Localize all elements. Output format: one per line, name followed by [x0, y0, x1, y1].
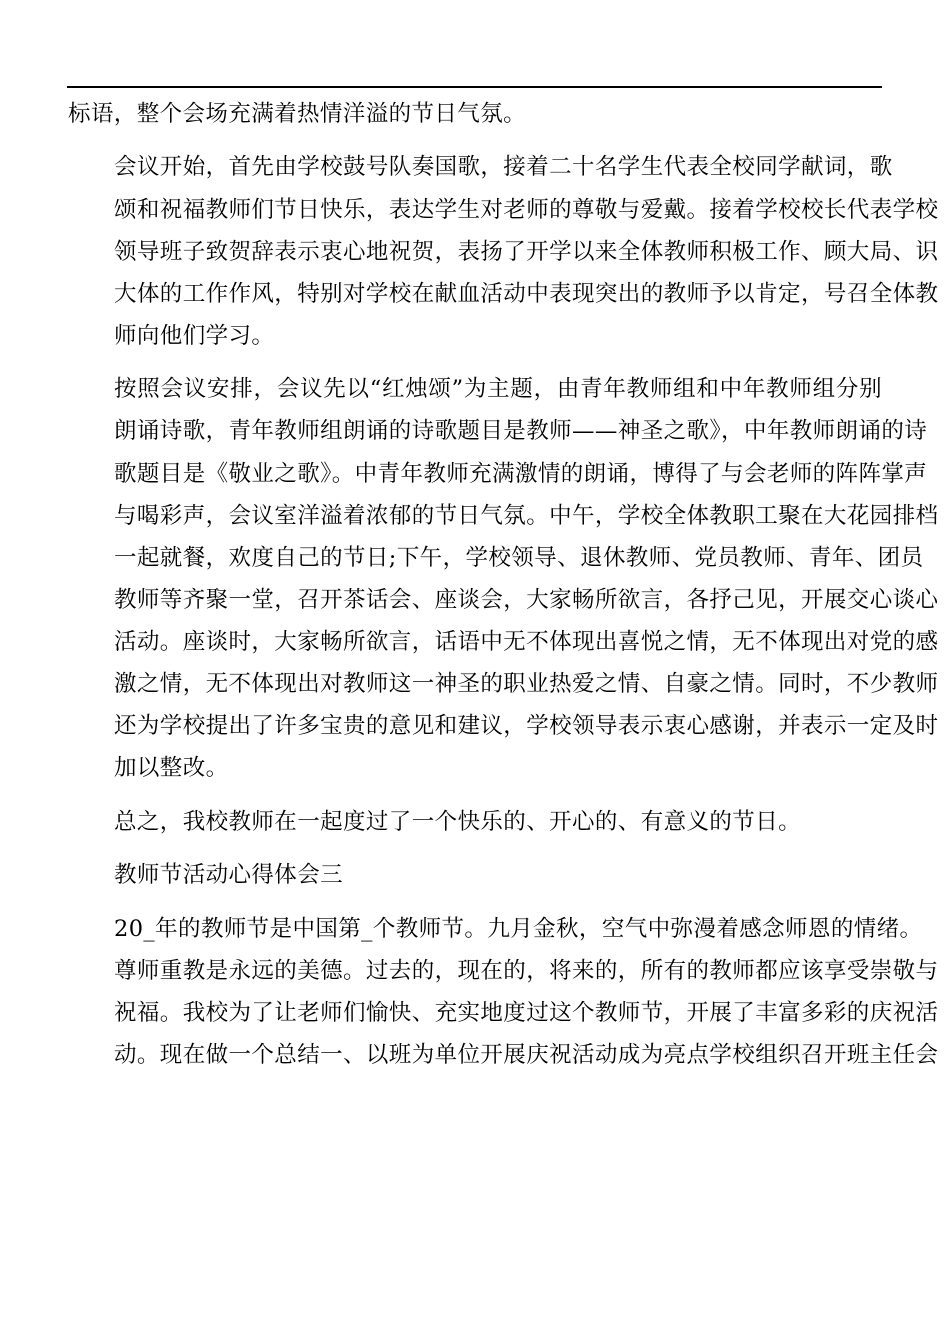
text-line: 活动。座谈时，大家畅所欲言，话语中无不体现出喜悦之情，无不体现出对党的感 [114, 628, 939, 655]
text-line: 教师等齐聚一堂，召开茶话会、座谈会，大家畅所欲言，各抒己见，开展交心谈心 [114, 586, 939, 613]
document-body [68, 93, 939, 1087]
paragraph [68, 146, 939, 356]
paragraph [68, 93, 882, 135]
text-line: 动。现在做一个总结一、以班为单位开展庆祝活动成为亮点学校组织召开班主任会 [114, 1041, 939, 1068]
text-line: 大体的工作作风，特别对学校在献血活动中表现突出的教师予以肯定，号召全体教 [114, 280, 939, 307]
text-line: 加以整改。 [114, 755, 229, 782]
text-line: 教师节活动心得体会三 [114, 862, 344, 889]
section-heading [68, 854, 882, 896]
text-line: 会议开始，首先由学校鼓号队奏国歌，接着二十名学生代表全校同学献词，歌 [114, 154, 893, 181]
text-line: 激之情，无不体现出对教师这一神圣的职业热爱之情、自豪之情。同时，不少教师 [114, 671, 939, 697]
paragraph [68, 801, 882, 843]
text-line: 领导班子致贺辞表示衷心地祝贺，表扬了开学以来全体教师积极工作、顾大局、识 [114, 238, 939, 265]
text-line: 还为学校提出了许多宝贵的意见和建议，学校领导表示衷心感谢，并表示一定及时 [114, 713, 939, 740]
text-line: 一起就餐，欢度自己的节日;下午，学校领导、退休教师、党员教师、青年、团员 [114, 544, 924, 571]
text-line: 师向他们学习。 [114, 322, 275, 349]
paragraph [68, 368, 939, 789]
text-line: 尊师重教是永远的美德。过去的，现在的，将来的，所有的教师都应该享受崇敬与 [114, 957, 939, 984]
text-line: 祝福。我校为了让老师们愉快、充实地度过这个教师节，开展了丰富多彩的庆祝活 [114, 999, 939, 1026]
text-line: 按照会议安排，会议先以“红烛颂”为主题，由青年教师组和中年教师组分别 [114, 376, 882, 403]
text-line: 朗诵诗歌，青年教师组朗诵的诗歌题目是教师——神圣之歌》，中年教师朗诵的诗 [114, 418, 928, 445]
header-rule [67, 86, 882, 88]
paragraph [68, 908, 939, 1076]
text-line: 与喝彩声，会议室洋溢着浓郁的节日气氛。中午，学校全体教职工聚在大花园排档 [114, 502, 939, 529]
text-line: 颂和祝福教师们节日快乐，表达学生对老师的尊敬与爱戴。接着学校校长代表学校 [114, 196, 939, 223]
text-line: 歌题目是《敬业之歌》。中青年教师充满激情的朗诵，博得了与会老师的阵阵掌声 [114, 460, 928, 487]
text-line: 总之，我校教师在一起度过了一个快乐的、开心的、有意义的节日。 [114, 808, 802, 835]
text-line: 标语，整个会场充满着热情洋溢的节日气氛。 [68, 101, 527, 127]
text-line: 20_年的教师节是中国第_个教师节。九月金秋，空气中弥漫着感念师恩的情绪。 [114, 915, 923, 942]
